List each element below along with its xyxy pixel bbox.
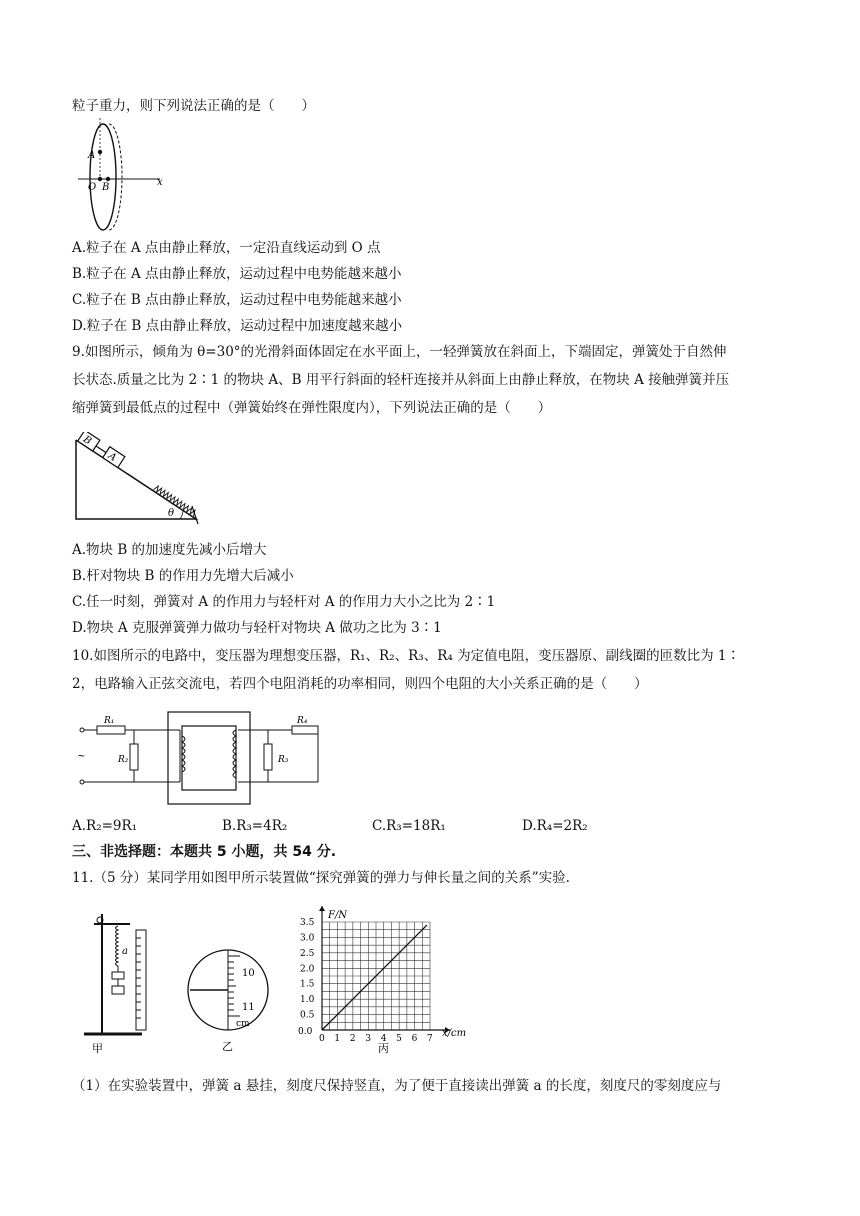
q10-label-r1: R₁ (104, 716, 115, 726)
q11-bing-caption: 丙 (378, 1042, 389, 1055)
q9-label-theta: θ (168, 508, 175, 519)
x-tick-label: 3 (365, 1034, 372, 1044)
y-tick-label: 0.5 (300, 1010, 315, 1021)
series-line (322, 925, 427, 1030)
q10-stem-line-1: 10.如图所示的电路中，变压器为理想变压器，R₁、R₂、R₃、R₄ 为定值电阻，变压器原、副线圈的匝数比为 1∶ (72, 648, 740, 664)
y-tick-label: 2.5 (300, 948, 315, 959)
q11-jia-label-a: a (122, 946, 128, 957)
q11-figure-yi (186, 944, 276, 1054)
q9-option-d: D.物块 A 克服弹簧弹力做功与轻杆对物块 A 做功之比为 3∶1 (72, 620, 442, 636)
q8-option-d: D.粒子在 B 点由静止释放，运动过程中加速度越来越小 (72, 318, 403, 334)
q9-stem-line-1: 9.如图所示，倾角为 θ=30°的光滑斜面体固定在水平面上，一轻弹簧放在斜面上，下端固定，弹簧处于自然伸 (72, 344, 727, 360)
q8-label-a: A (88, 150, 96, 161)
q10-label-r3: R₃ (278, 755, 289, 765)
q10-label-r2: R₂ (118, 755, 129, 765)
q9-label-a: A (106, 450, 119, 464)
x-tick-label: 5 (396, 1034, 402, 1044)
q10-circuit-figure (72, 706, 332, 806)
x-tick-label: 6 (411, 1034, 418, 1044)
q9-stem-line-2: 长状态.质量之比为 2∶1 的物块 A、B 用平行斜面的轻杆连接并从斜面上由静止释放，在物块 A 接触弹簧并压 (72, 372, 730, 388)
q8-label-x: x (157, 177, 163, 188)
q9-label-b: B (81, 434, 94, 448)
x-tick-label: 1 (334, 1034, 341, 1044)
q11-stem: 11.（5 分）某同学用如图甲所示装置做“探究弹簧的弹力与伸长量之间的关系”实验. (72, 870, 570, 886)
q11-part1: （1）在实验装置中，弹簧 a 悬挂，刻度尺保持竖直，为了便于直接读出弹簧 a 的长度，刻度尺的零刻度应与 (72, 1078, 722, 1094)
q9-option-b: B.杆对物块 B 的作用力先增大后减小 (72, 568, 294, 584)
chart-xlabel: x/cm (442, 1028, 467, 1039)
q10-option-d: D.R₄=2R₂ (522, 818, 588, 834)
q11-figure-bing-chart (296, 906, 486, 1056)
q8-stem-tail: 粒子重力，则下列说法正确的是（ ） (72, 98, 315, 114)
q10-stem-line-2: 2，电路输入正弦交流电，若四个电阻消耗的功率相同，则四个电阻的大小关系正确的是（ ） (72, 676, 648, 692)
q11-yi-caption: 乙 (222, 1040, 233, 1053)
origin-label: 0.0 (298, 1027, 313, 1037)
q11-yi-tick-10: 10 (242, 968, 255, 979)
q9-option-c: C.任一时刻，弹簧对 A 的作用力与轻杆对 A 的作用力大小之比为 2∶1 (72, 594, 496, 610)
q11-yi-tick-11: 11 (242, 1002, 255, 1013)
chart-ylabel: F/N (328, 910, 348, 921)
q8-ring-figure (72, 118, 182, 238)
q10-label-ac: ~ (77, 751, 86, 762)
x-tick-label: 7 (427, 1034, 433, 1044)
q8-label-o: O (88, 182, 97, 193)
q10-option-b: B.R₃=4R₂ (222, 818, 288, 834)
section-title: 三、非选择题：本题共 5 小题，共 54 分. (72, 844, 337, 860)
x-tick-label: 4 (380, 1034, 387, 1044)
y-tick-label: 3.0 (300, 933, 315, 944)
y-tick-label: 1.5 (300, 979, 315, 990)
y-axis-arrow (319, 906, 325, 911)
q11-yi-unit: cm (236, 1019, 250, 1029)
y-tick-label: 1.0 (300, 995, 315, 1006)
chart-series (322, 925, 427, 1030)
q8-option-b: B.粒子在 A 点由静止释放，运动过程中电势能越来越小 (72, 266, 402, 282)
y-tick-label: 3.5 (300, 918, 315, 928)
q9-stem-line-3: 缩弹簧到最低点的过程中（弹簧始终在弹性限度内），下列说法正确的是（ ） (72, 400, 552, 416)
q8-label-b: B (102, 182, 110, 193)
q10-option-c: C.R₃=18R₁ (372, 818, 446, 834)
q8-option-c: C.粒子在 B 点由静止释放，运动过程中电势能越来越小 (72, 292, 402, 308)
q8-option-a: A.粒子在 A 点由静止释放，一定沿直线运动到 O 点 (72, 240, 381, 256)
q10-label-r4: R₄ (297, 716, 308, 726)
q10-option-a: A.R₂=9R₁ (72, 818, 138, 834)
q9-incline-figure (72, 432, 212, 528)
chart-ticks (298, 918, 433, 1044)
q11-jia-caption: 甲 (92, 1042, 103, 1055)
y-tick-label: 2.0 (300, 964, 315, 975)
x-tick-label: 0 (319, 1034, 325, 1044)
x-tick-label: 2 (349, 1034, 356, 1044)
q11-figure-jia (78, 906, 168, 1056)
q9-option-a: A.物块 B 的加速度先减小后增大 (72, 542, 267, 558)
